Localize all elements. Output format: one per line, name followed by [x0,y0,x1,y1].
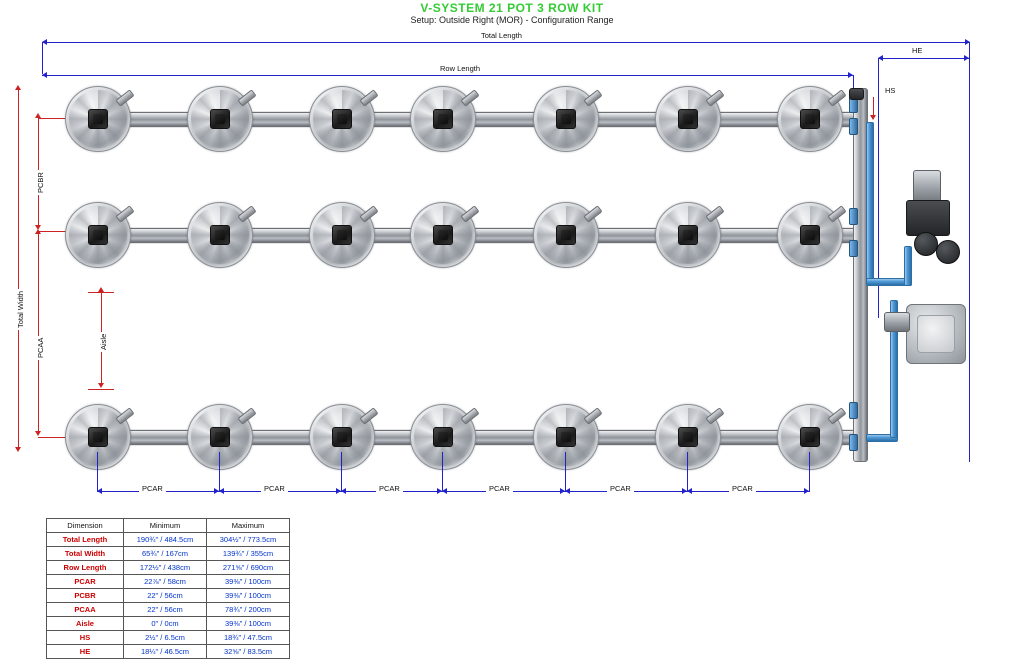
row-dimension: HE [47,645,124,659]
pcar-ext-2 [219,452,220,492]
row-maximum: 139¾" / 355cm [207,547,290,561]
row-maximum: 39⅜" / 100cm [207,617,290,631]
row-minimum: 22⅞" / 58cm [124,575,207,589]
pot-hub-icon [88,427,108,447]
row-maximum: 271⅝" / 690cm [207,561,290,575]
pot-hub-icon [678,225,698,245]
pcar-ext-1 [97,452,98,492]
pcar-ext-6 [687,452,688,492]
pot-hub-icon [210,427,230,447]
pcar-label-1: PCAR [139,484,166,493]
manifold-clamp-5 [849,434,858,451]
total-length-line [42,42,970,43]
pcaa-arrow-up [35,229,41,234]
row-minimum: 0" / 0cm [124,617,207,631]
pcar-arrow-3l [341,488,346,494]
total-width-arrow-up [15,85,21,90]
row-maximum: 18¾" / 47.5cm [207,631,290,645]
he-line [878,58,969,59]
row-dimension: Total Length [47,533,124,547]
table-row [47,617,290,631]
row-length-arrow-left [42,72,47,78]
table-row [47,533,290,547]
pot-2-6[interactable] [655,202,719,266]
feed-line-vertical [866,122,874,284]
pcar-arrow-6r [804,488,809,494]
manifold-clamp-3 [849,240,858,257]
row-maximum: 304½" / 773.5cm [207,533,290,547]
pump-inlet-line [904,246,912,286]
table-row [47,645,290,659]
pot-hub-icon [800,109,820,129]
row-maximum: 78¾" / 200cm [207,603,290,617]
aisle-arrow-down [98,383,104,388]
pot-hub-icon [433,427,453,447]
pot-1-2[interactable] [187,86,251,150]
hs-arrow-down [870,115,876,120]
row-minimum: 2½" / 6.5cm [124,631,207,645]
pot-1-7[interactable] [777,86,841,150]
pot-2-2[interactable] [187,202,251,266]
he-label: HE [909,46,925,55]
pot-hub-icon [210,109,230,129]
pcaa-arrow-down [35,431,41,436]
hs-label: HS [882,86,898,95]
aisle-ext-top [88,292,114,293]
row-minimum: 22" / 56cm [124,589,207,603]
pot-hub-icon [88,109,108,129]
total-length-ext-right [969,42,970,462]
row-maximum: 39⅜" / 100cm [207,589,290,603]
manifold-clamp-2 [849,208,858,225]
pot-2-3[interactable] [309,202,373,266]
pot-2-5[interactable] [533,202,597,266]
row-dimension: Aisle [47,617,124,631]
table-header-maximum: Maximum [207,519,290,533]
total-width-label: Total Width [16,290,25,328]
pot-1-6[interactable] [655,86,719,150]
table-row [47,547,290,561]
pot-1-1[interactable] [65,86,129,150]
manifold-clamp-1 [849,118,858,135]
pcbr-label: PCBR [36,172,45,193]
controller-display[interactable] [913,170,941,204]
pot-1-5[interactable] [533,86,597,150]
pot-hub-icon [678,109,698,129]
row-minimum: 22" / 56cm [124,603,207,617]
pot-hub-icon [88,225,108,245]
pot-2-4[interactable] [410,202,474,266]
table-header-row [47,519,290,533]
pot-hub-icon [210,225,230,245]
row-minimum: 190¾" / 484.5cm [124,533,207,547]
pot-hub-icon [556,225,576,245]
pot-2-7[interactable] [777,202,841,266]
pcar-label-5: PCAR [607,484,634,493]
row-dimension: Row Length [47,561,124,575]
pcar-ext-7 [809,452,810,492]
pcar-arrow-4l [442,488,447,494]
aisle-ext-bottom [88,389,114,390]
pcar-label-4: PCAR [486,484,513,493]
pump-body[interactable] [906,200,950,236]
pot-hub-icon [332,109,352,129]
total-width-line [18,90,19,450]
pot-1-3[interactable] [309,86,373,150]
table-row [47,561,290,575]
pcar-arrow-6l [687,488,692,494]
page-subtitle: Setup: Outside Right (MOR) - Configuration Range [410,15,614,25]
pcaa-label: PCAA [36,337,45,358]
total-length-label: Total Length [478,31,525,40]
tank-inlet-fitting [884,312,910,332]
manifold-end-cap [849,88,864,100]
table-row [47,603,290,617]
pot-hub-icon [332,427,352,447]
row-length-line [42,75,853,76]
pcar-arrow-1l [97,488,102,494]
row-maximum: 39⅜" / 100cm [207,575,290,589]
pcar-label-6: PCAR [729,484,756,493]
pcar-arrow-2l [219,488,224,494]
pcar-arrow-5l [565,488,570,494]
table-row [47,575,290,589]
pot-2-1[interactable] [65,202,129,266]
pump-valve-icon [936,240,960,264]
aisle-label: Aisle [99,333,108,350]
pump-motor-icon [914,232,938,256]
manifold-clamp-4 [849,402,858,419]
pot-hub-icon [556,427,576,447]
pcar-label-3: PCAR [376,484,403,493]
pot-hub-icon [433,109,453,129]
total-width-arrow-down [15,447,21,452]
pot-hub-icon [678,427,698,447]
row-maximum: 32⅝" / 83.5cm [207,645,290,659]
row-dimension: HS [47,631,124,645]
pcar-ext-4 [442,452,443,492]
pcar-label-2: PCAR [261,484,288,493]
row-dimension: PCAA [47,603,124,617]
dimension-table [46,518,290,659]
page-title: V-SYSTEM 21 POT 3 ROW KIT [420,1,604,15]
pcaa-line [38,234,39,434]
row-minimum: 172½" / 438cm [124,561,207,575]
table-header-dimension: Dimension [47,519,124,533]
table-header-minimum: Minimum [124,519,207,533]
pot-hub-icon [800,225,820,245]
total-length-ext-left [42,42,43,74]
pcar-ext-5 [565,452,566,492]
pot-hub-icon [332,225,352,245]
row-length-label: Row Length [437,64,483,73]
row-dimension: Total Width [47,547,124,561]
pot-1-4[interactable] [410,86,474,150]
pcar-ext-3 [341,452,342,492]
row-dimension: PCAR [47,575,124,589]
row-minimum: 18¼" / 46.5cm [124,645,207,659]
he-arrow-right [964,55,969,61]
row-minimum: 65¾" / 167cm [124,547,207,561]
pot-hub-icon [800,427,820,447]
pot-hub-icon [556,109,576,129]
row-dimension: PCBR [47,589,124,603]
reservoir-tank[interactable] [906,304,966,364]
table-row [47,589,290,603]
pot-hub-icon [433,225,453,245]
table-row [47,631,290,645]
